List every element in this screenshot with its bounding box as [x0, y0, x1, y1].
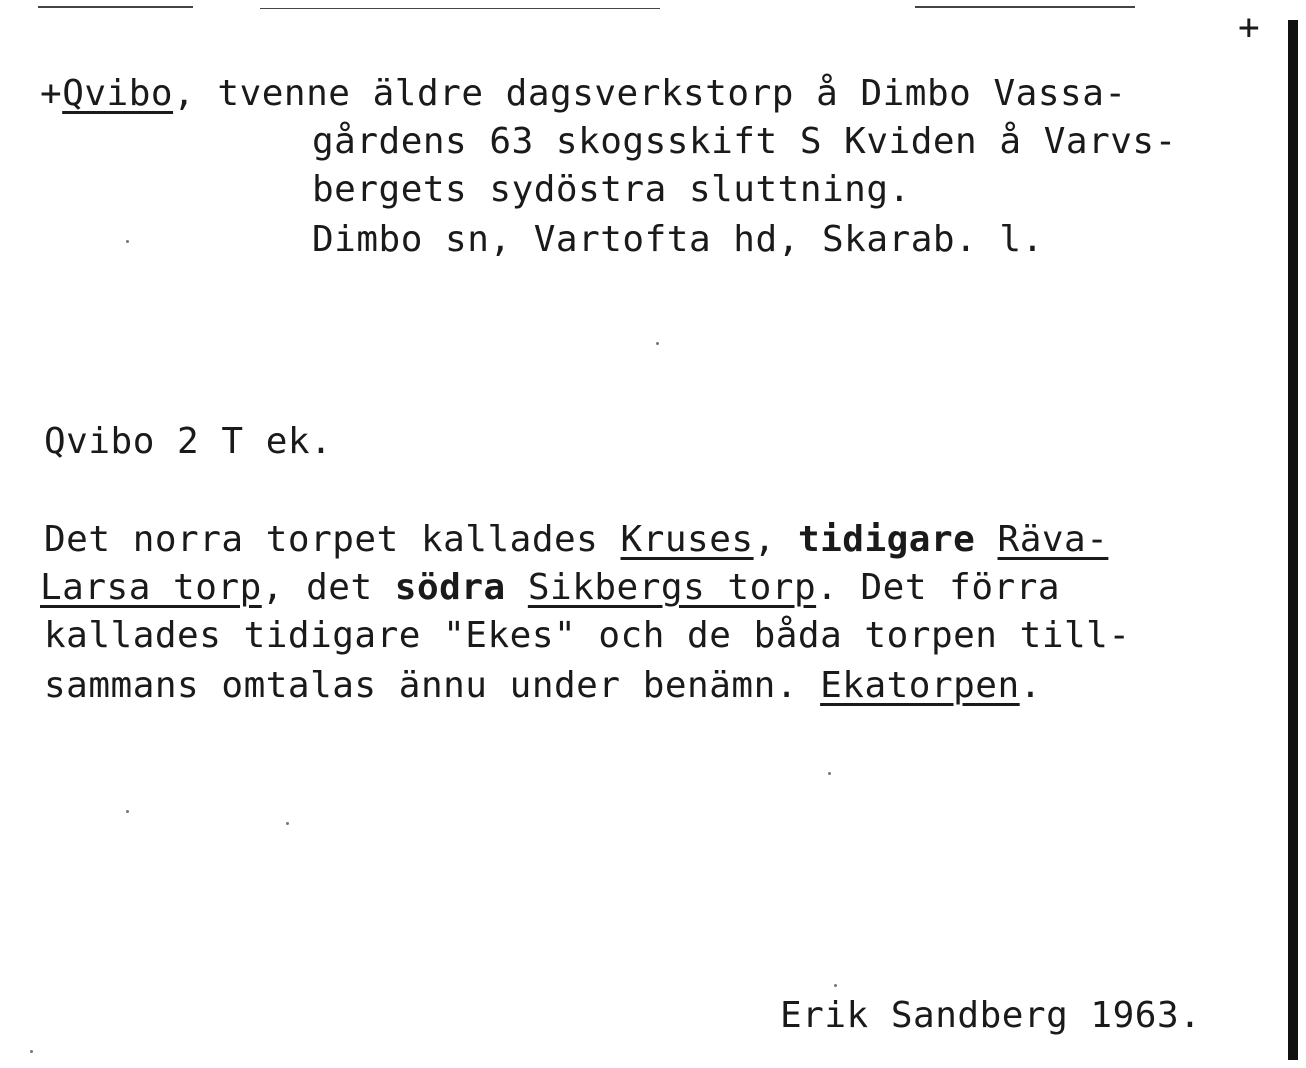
- signature: Erik Sandberg 1963.: [780, 995, 1202, 1036]
- scan-speck: [828, 772, 831, 775]
- body-line-3: kallades tidigare "Ekes" och de båda torpen till-: [44, 615, 1131, 656]
- card-right-edge: [1288, 20, 1298, 1060]
- body-line-1: [44, 518, 1108, 562]
- name-larsa-torp: Larsa torp: [40, 567, 262, 608]
- scan-speck: [30, 1050, 33, 1053]
- scan-speck: [834, 984, 837, 987]
- scan-speck: [126, 240, 129, 243]
- body-text: sammans omtalas ännu under benämn.: [44, 665, 821, 706]
- name-kruses: Kruses: [620, 519, 754, 560]
- body-text: .: [1019, 665, 1042, 706]
- reference-line: Qvibo 2 T ek.: [44, 421, 333, 462]
- body-line-2: [40, 566, 1060, 610]
- scan-speck: [286, 822, 289, 825]
- top-edge-mark: [915, 6, 1135, 8]
- name-rava: Räva-: [997, 519, 1109, 560]
- header-line-4: Dimbo sn, Vartofta hd, Skarab. l.: [312, 219, 1044, 260]
- top-edge-mark: [260, 8, 660, 9]
- place-name: Qvibo: [62, 73, 174, 114]
- body-text: ,: [753, 519, 798, 560]
- header-prefix: +: [40, 73, 63, 114]
- header-line-1: [40, 72, 1127, 116]
- header-line-1-text: , tvenne äldre dagsverkstorp å Dimbo Vassa-: [173, 73, 1127, 114]
- word-tidigare: tidigare: [797, 519, 998, 560]
- body-text: Det norra torpet kallades: [44, 519, 621, 560]
- body-line-4: [44, 664, 1042, 708]
- name-ekatorpen: Ekatorpen: [820, 665, 1020, 706]
- top-edge-mark: [38, 6, 193, 8]
- header-line-3: bergets sydöstra sluttning.: [312, 169, 911, 210]
- scan-speck: [656, 342, 659, 345]
- corner-plus-mark: +: [1238, 7, 1260, 48]
- word-sodra: södra: [394, 567, 506, 608]
- body-text: , det: [261, 567, 395, 608]
- scan-speck: [126, 810, 129, 813]
- body-text: [506, 567, 528, 608]
- name-sikbergs-torp: Sikbergs torp: [527, 567, 817, 608]
- body-text: . Det förra: [816, 567, 1061, 608]
- header-line-2: gårdens 63 skogsskift S Kviden å Varvs-: [312, 121, 1177, 162]
